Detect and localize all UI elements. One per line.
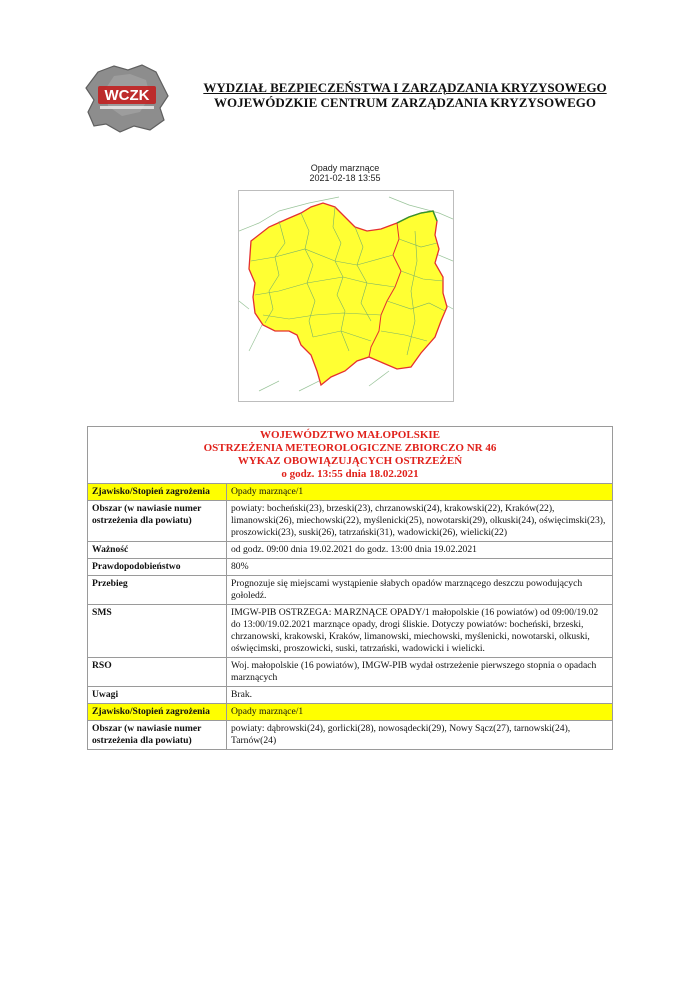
row-label: Ważność [88,542,227,559]
row-label: SMS [88,605,227,658]
title-line: o godz. 13:55 dnia 18.02.2021 [281,468,419,480]
header-line-2: WOJEWÓDZKIE CENTRUM ZARZĄDZANIA KRYZYSOWEGO [213,95,596,110]
row-value: Brak. [227,687,613,704]
row-value: Opady marznące/1 [227,704,613,721]
table-row [88,704,613,721]
row-value: 80% [227,559,613,576]
table-row [88,559,613,576]
row-value: IMGW-PIB OSTRZEGA: MARZNĄCE OPADY/1 małopolskie (16 powiatów) od 09:00/19.02 do 13:00/19.02.2021 marznące opady, drogi śliskie. Dotyczy powiatów: bocheński, brzeski, chrzanowski, krakowski, Kraków, limanowski, miechowski, myślenicki, nowotarski, olkuski, oświęcimski, proszowicki, suski, tatrzański, wadowicki i wielicki. [227,605,613,658]
row-label: Przebieg [88,576,227,605]
row-value: od godz. 09:00 dnia 19.02.2021 do godz. 13:00 dnia 19.02.2021 [227,542,613,559]
title-line: WOJEWÓDZTWO MAŁOPOLSKIE [260,429,440,441]
header-line-1: WYDZIAŁ BEZPIECZEŃSTWA I ZARZĄDZANIA KRYZYSOWEGO [203,80,607,95]
row-value: powiaty: bocheński(23), brzeski(23), chrzanowski(24), krakowski(22), Kraków(22), limanowski(26), miechowski(22), myślenicki(25), nowotarski(29), olkuski(24), oświęcimski(23), proszowicki(23), suski(26), tatrzański(31), wadowicki(26), wielicki(22) [227,501,613,542]
warning-map [238,190,454,402]
row-label: Uwagi [88,687,227,704]
voivodeship-area [249,203,447,385]
title-line: OSTRZEŻENIA METEOROLOGICZNE ZBIORCZO NR 46 [203,442,497,454]
map-title: Opady marznące [310,163,380,173]
row-label: Zjawisko/Stopień zagrożenia [88,704,227,721]
row-label: RSO [88,658,227,687]
table-row [88,576,613,605]
wczk-logo [84,62,170,134]
document-header [190,80,620,110]
warning-table [87,426,613,750]
logo-text: WCZK [104,87,150,104]
row-label: Obszar (w nawiasie numer ostrzeżenia dla powiatu) [88,501,227,542]
table-row [88,687,613,704]
title-line: WYKAZ OBOWIĄZUJĄCYCH OSTRZEŻEŃ [237,455,463,467]
row-value: Opady marznące/1 [227,484,613,501]
table-row [88,605,613,658]
map-timestamp: 2021-02-18 13:55 [309,173,381,183]
table-row [88,658,613,687]
row-label: Zjawisko/Stopień zagrożenia [88,484,227,501]
row-value: Prognozuje się miejscami wystąpienie słabych opadów marznącego deszczu powodujących gołoledź. [227,576,613,605]
table-row [88,542,613,559]
table-title [88,427,613,484]
table-row [88,484,613,501]
map-caption [240,163,450,183]
table-row [88,721,613,750]
row-label: Prawdopodobieństwo [88,559,227,576]
row-label: Obszar (w nawiasie numer ostrzeżenia dla powiatu) [88,721,227,750]
table-row [88,501,613,542]
row-value: Woj. małopolskie (16 powiatów), IMGW-PIB wydał ostrzeżenie pierwszego stopnia o opadach marznących [227,658,613,687]
row-value: powiaty: dąbrowski(24), gorlicki(28), nowosądecki(29), Nowy Sącz(27), tarnowski(24), Tarnów(24) [227,721,613,750]
